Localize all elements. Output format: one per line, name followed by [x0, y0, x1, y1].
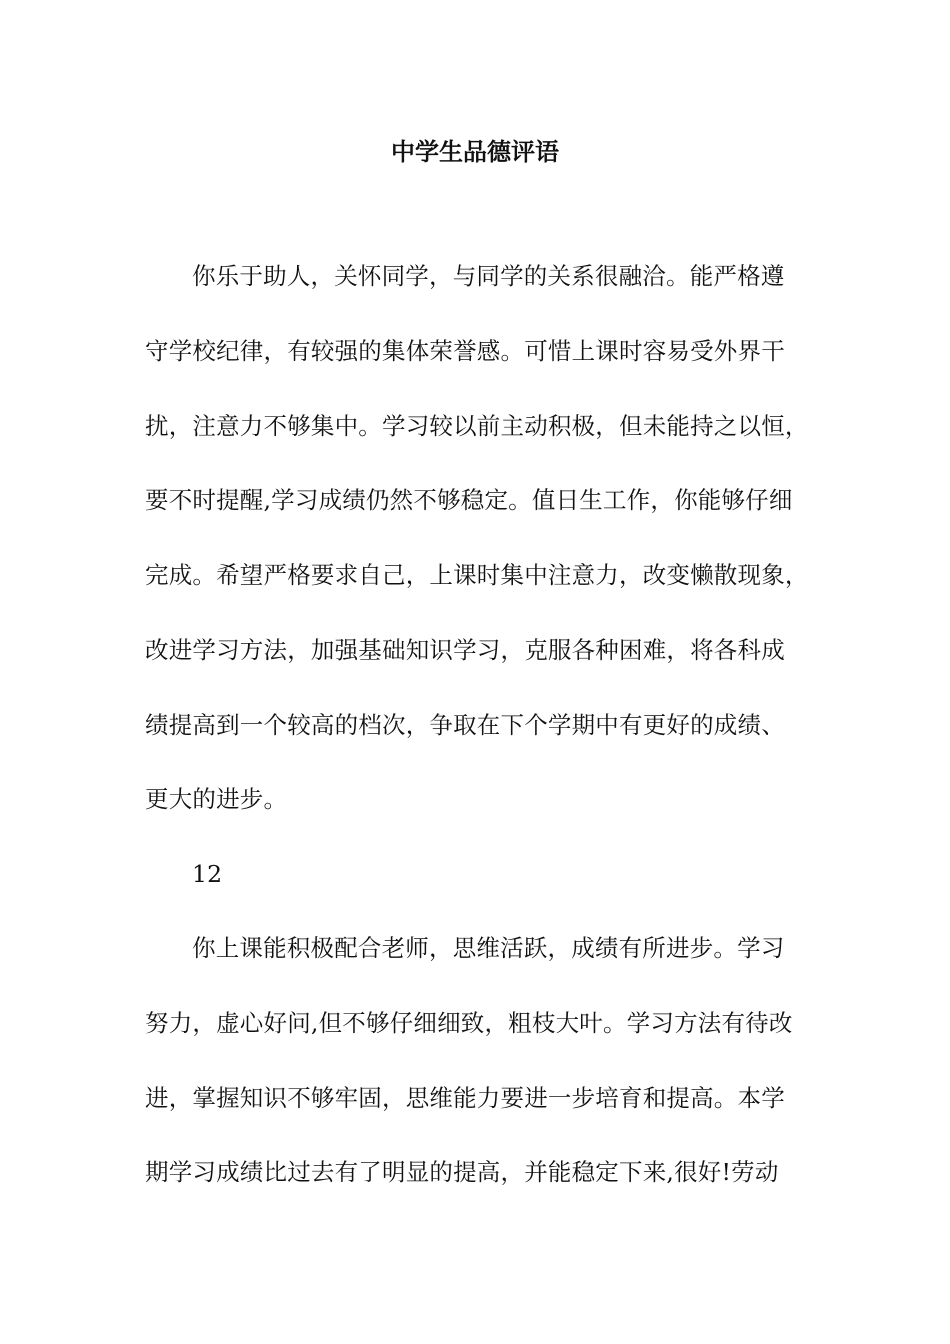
paragraph-1-line-6: 改进学习方法，加强基础知识学习，克服各种困难，将各科成	[145, 636, 785, 664]
paragraph-1-line-8: 更大的进步。	[145, 785, 288, 813]
paragraph-2-line-1: 你上课能积极配合老师，思维活跃，成绩有所进步。学习	[192, 934, 785, 962]
paragraph-1-line-3: 扰，注意力不够集中。学习较以前主动积极，但未能持之以恒，	[145, 412, 809, 440]
paragraph-1-line-2: 守学校纪律，有较强的集体荣誉感。可惜上课时容易受外界干	[145, 337, 785, 365]
item-number: 12	[192, 860, 223, 888]
paragraph-2-line-4: 期学习成绩比过去有了明显的提高，并能稳定下来,很好!劳动	[145, 1158, 779, 1186]
paragraph-2-line-2: 努力，虚心好问,但不够仔细细致，粗枝大叶。学习方法有待改	[145, 1009, 793, 1037]
document-title: 中学生品德评语	[391, 138, 559, 166]
paragraph-2-line-3: 进，掌握知识不够牢固，思维能力要进一步培育和提高。本学	[145, 1084, 785, 1112]
paragraph-1-line-4: 要不时提醒,学习成绩仍然不够稳定。值日生工作，你能够仔细	[145, 486, 793, 514]
paragraph-1-line-7: 绩提高到一个较高的档次，争取在下个学期中有更好的成绩、	[145, 711, 785, 739]
paragraph-1-line-5: 完成。希望严格要求自己，上课时集中注意力，改变懒散现象，	[145, 561, 809, 589]
paragraph-1-line-1: 你乐于助人，关怀同学，与同学的关系很融洽。能严格遵	[192, 262, 785, 290]
